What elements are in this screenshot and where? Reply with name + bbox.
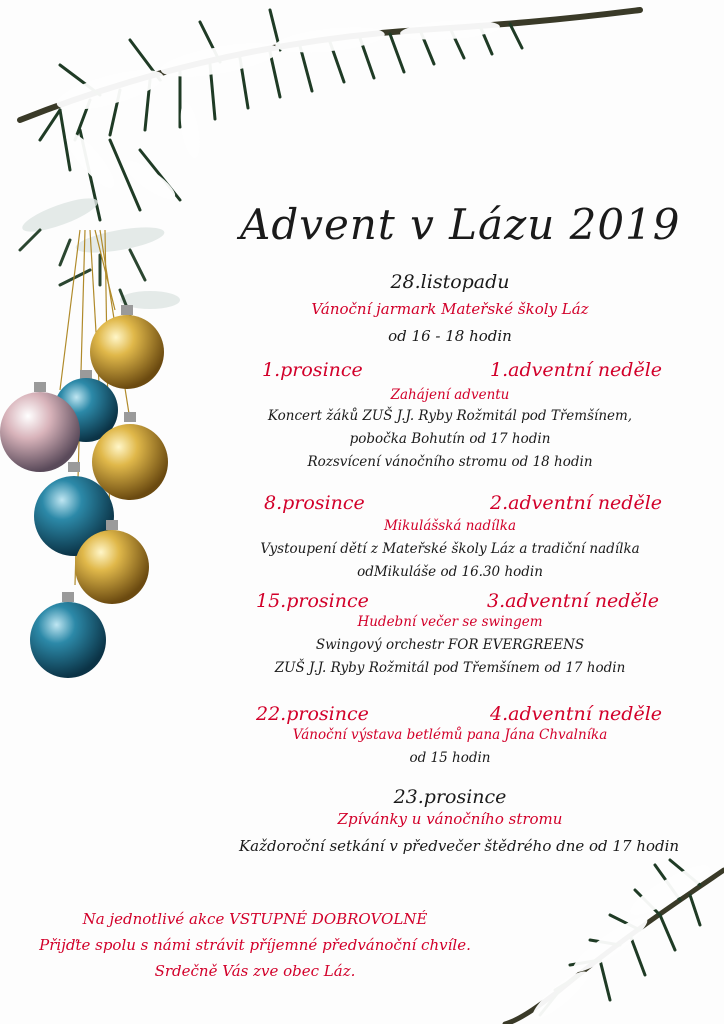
event-2-line-1: Koncert žáků ZUŠ J.J. Ryby Rožmitál pod Třemšínem,: [267, 408, 633, 424]
event-2-sunday: 1.adventní neděle: [490, 359, 663, 381]
fir-branch-top: [19, 10, 640, 315]
event-5-line-1: od 15 hodin: [409, 750, 491, 766]
poster-title: Advent v Lázu 2019: [240, 200, 681, 249]
footer-line-3: Srdečně Vás zve obec Láz.: [154, 962, 356, 980]
event-1-line-1: od 16 - 18 hodin: [388, 327, 512, 345]
event-4-line-1: Swingový orchestr FOR EVERGREENS: [315, 637, 585, 653]
event-3-line-1: Vystoupení dětí z Mateřské školy Láz a tradiční nadílka: [260, 541, 640, 557]
event-3-sunday: 2.adventní neděle: [490, 492, 663, 514]
event-4-line-2: ZUŠ J.J. Ryby Rožmitál pod Třemšínem od 17 hodin: [274, 660, 626, 676]
event-6-line-1: Každoroční setkání v předvečer štědrého dne od 17 hodin: [238, 837, 680, 855]
event-3-date: 8.prosince: [264, 492, 365, 514]
event-6-date: 23.prosince: [393, 786, 507, 808]
event-4-date: 15.prosince: [256, 590, 369, 612]
fir-branch-bottom: [505, 858, 724, 1024]
event-2-line-3: Rozsvícení vánočního stromu od 18 hodin: [307, 454, 593, 470]
event-4-name: Hudební večer se swingem: [357, 614, 543, 630]
event-5-sunday: 4.adventní neděle: [490, 703, 663, 725]
event-2-name: Zahájení adventu: [390, 387, 510, 403]
event-4-sunday: 3.adventní neděle: [487, 590, 660, 612]
event-3-name: Mikulášská nadílka: [383, 518, 516, 534]
event-3-line-2: odMikuláše od 16.30 hodin: [357, 564, 543, 580]
event-1-name: Vánoční jarmark Mateřské školy Láz: [311, 300, 589, 318]
event-2-line-2: pobočka Bohutín od 17 hodin: [349, 431, 551, 447]
footer-line-2: Přijďte spolu s námi strávit příjemné předvánoční chvíle.: [39, 936, 471, 954]
footer-line-1: Na jednotlivé akce VSTUPNÉ DOBROVOLNÉ: [82, 910, 428, 928]
event-1-date: 28.listopadu: [390, 271, 510, 293]
event-2-date: 1.prosince: [262, 359, 363, 381]
ornaments: [0, 305, 168, 678]
event-5-date: 22.prosince: [256, 703, 369, 725]
event-6-name: Zpívánky u vánočního stromu: [337, 810, 563, 828]
event-5-name: Vánoční výstava betlémů pana Jána Chvalníka: [292, 727, 608, 743]
